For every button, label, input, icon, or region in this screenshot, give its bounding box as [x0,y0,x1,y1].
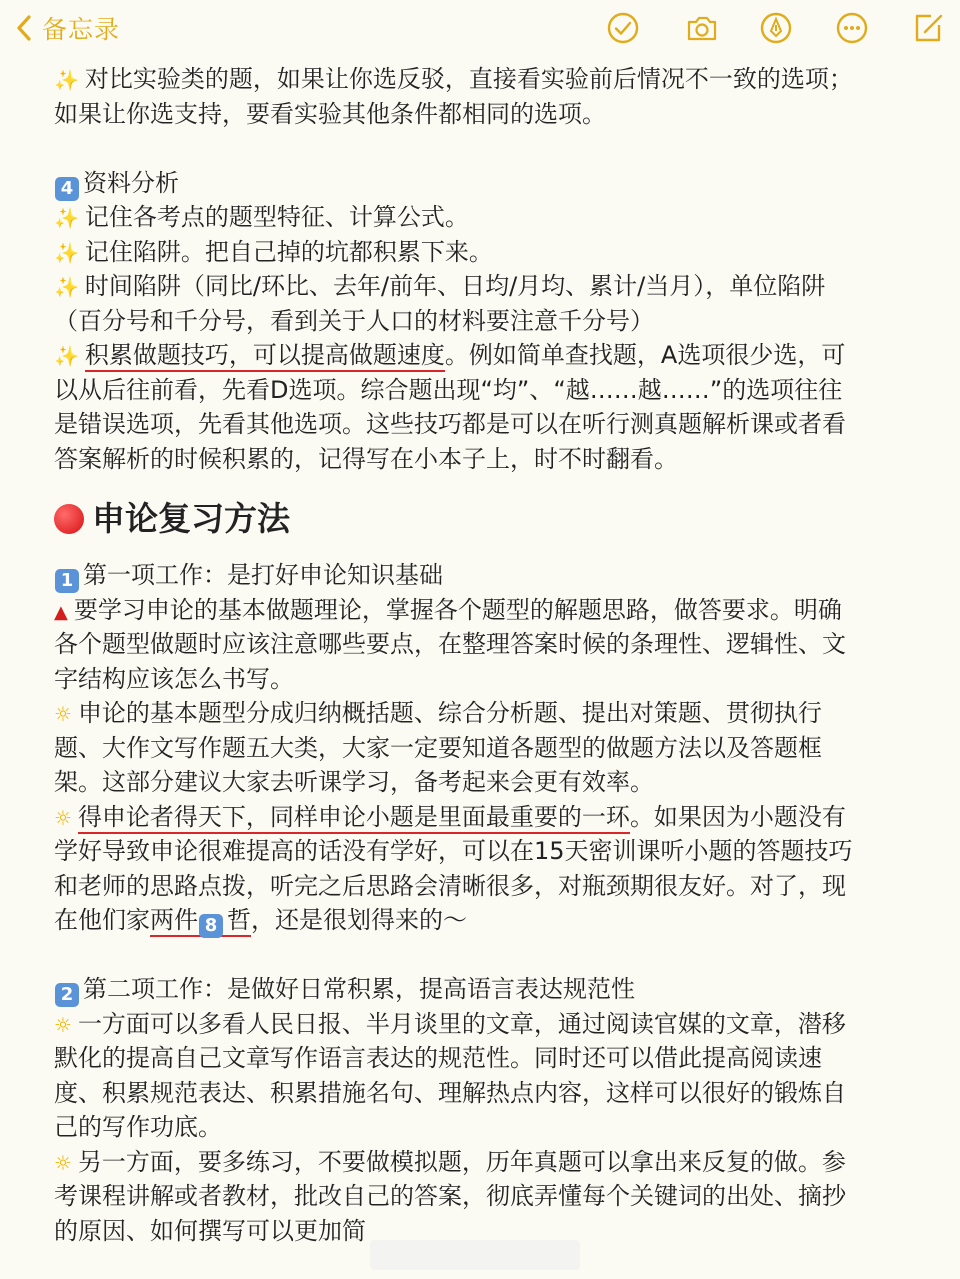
markup-button[interactable] [754,8,798,48]
note-line: 和老师的思路点拨，听完之后思路会清晰很多，对瓶颈期很友好。对了，现 [54,871,846,900]
sparkles-icon: ✨ [54,206,79,230]
note-line: ✨ 对比实验类的题，如果让你选反驳，直接看实验前后情况不一致的选项； [54,65,853,93]
note-line: ☼ 得申论者得天下，同样申论小题是里面最重要的一环。如果因为小题没有 [54,800,914,835]
section-title-work-1: 1 第一项工作：是打好申论知识基础 [54,558,914,593]
more-circle-icon [835,11,869,45]
note-line: 答案解析的时候积累的，记得写在小本子上，时不时翻看。 [54,444,678,473]
sun-icon: ☼ [54,1012,72,1037]
red-triangle-icon: ▲ [54,601,68,623]
note-line: 题、大作文写作题五大类，大家一定要知道各题型的做题方法以及答题框 [54,733,822,762]
note-body[interactable] [54,62,914,1248]
note-line: 己的写作功底。 [54,1113,222,1141]
note-line: ✨ 时间陷阱（同比/环比、去年/前年、日均/月均、累计/当月），单位陷阱 [54,272,826,300]
red-circle-icon [54,504,84,534]
chevron-left-icon [14,14,34,42]
underlined-text: 两件 8 哲 [150,906,251,936]
note-line: 的原因、如何撰写可以更加简 [54,1216,366,1245]
sun-icon: ☼ [54,805,72,830]
note-line: 如果让你选支持，要看实验其他条件都相同的选项。 [54,99,606,128]
sparkles-icon: ✨ [54,68,79,92]
note-line: 度、积累规范表达、积累措施名句、理解热点内容，这样可以很好的锻炼自 [54,1078,846,1107]
note-line: 架。这部分建议大家去听课学习，备考起来会更有效率。 [54,768,654,796]
section-title-data-analysis: 4 资料分析 [54,166,914,201]
note-line: 考课程讲解或者教材，批改自己的答案，彻底弄懂每个关键词的出处、摘抄 [54,1182,846,1210]
note-line: ☼ 申论的基本题型分成归纳概括题、综合分析题、提出对策题、贯彻执行 [54,699,822,727]
pen-circle-icon [759,11,793,45]
keycap-number-icon: 1 [55,569,79,593]
note-line: ✨ 记住各考点的题型特征、计算公式。 [54,203,469,231]
note-line: ☼ 一方面可以多看人民日报、半月谈里的文章，通过阅读官媒的文章，潜移 [54,1009,846,1038]
watermark [370,1240,580,1270]
compose-button[interactable] [906,8,950,48]
keycap-number-icon: 8 [199,914,223,938]
note-line: ▲ 要学习申论的基本做题理论，掌握各个题型的解题思路，做答要求。明确 [54,595,842,624]
sparkles-icon: ✨ [54,275,79,299]
note-line: 默化的提高自己文章写作语言表达的规范性。同时还可以借此提高阅读速 [54,1044,822,1072]
keycap-number-icon: 4 [55,177,79,201]
keycap-number-icon: 2 [55,983,79,1007]
notes-toolbar [0,0,960,58]
underlined-text: 得申论者得天下，同样申论小题是里面最重要的一环 [78,803,630,834]
checkmark-circle-icon [606,11,640,45]
back-label: 备忘录 [42,15,121,44]
sun-icon: ☼ [54,702,72,726]
note-line: ✨ 积累做题技巧，可以提高做题速度。例如简单查找题，A选项很少选，可 [54,338,914,373]
section-title-work-2: 2 第二项工作：是做好日常积累，提高语言表达规范性 [54,972,914,1007]
note-line: ✨ 记住陷阱。把自己掉的坑都积累下来。 [54,237,493,266]
section-heading: 申论复习方法 [54,486,914,552]
note-line: ☼ 另一方面，要多练习，不要做模拟题，历年真题可以拿出来反复的做。参 [54,1147,846,1176]
note-line: 学好导致申论很难提高的话没有学好，可以在15天密训课听小题的答题技巧 [54,837,853,865]
note-line: 以从后往前看，先看D选项。综合题出现“均”、“越……越……”的选项往往 [54,375,843,404]
note-line: 各个题型做题时应该注意哪些要点，在整理答案时候的条理性、逻辑性、文 [54,630,846,658]
camera-button[interactable] [680,8,724,48]
more-button[interactable] [830,8,874,48]
back-button[interactable] [14,8,120,48]
note-line: 在他们家两件 8 哲，还是很划得来的～ [54,906,467,936]
note-line: 是错误选项，先看其他选项。这些技巧都是可以在听行测真题解析课或者看 [54,410,846,438]
sun-icon: ☼ [54,1150,72,1175]
camera-icon [685,11,719,45]
sparkles-icon: ✨ [54,240,79,265]
sparkles-icon: ✨ [54,344,79,368]
checklist-button[interactable] [601,8,645,48]
compose-icon [911,11,945,45]
note-line: 字结构应该怎么书写。 [54,664,294,693]
note-line: （百分号和千分号，看到关于人口的材料要注意千分号） [54,306,654,335]
underlined-text: 积累做题技巧，可以提高做题速度 [85,341,445,372]
